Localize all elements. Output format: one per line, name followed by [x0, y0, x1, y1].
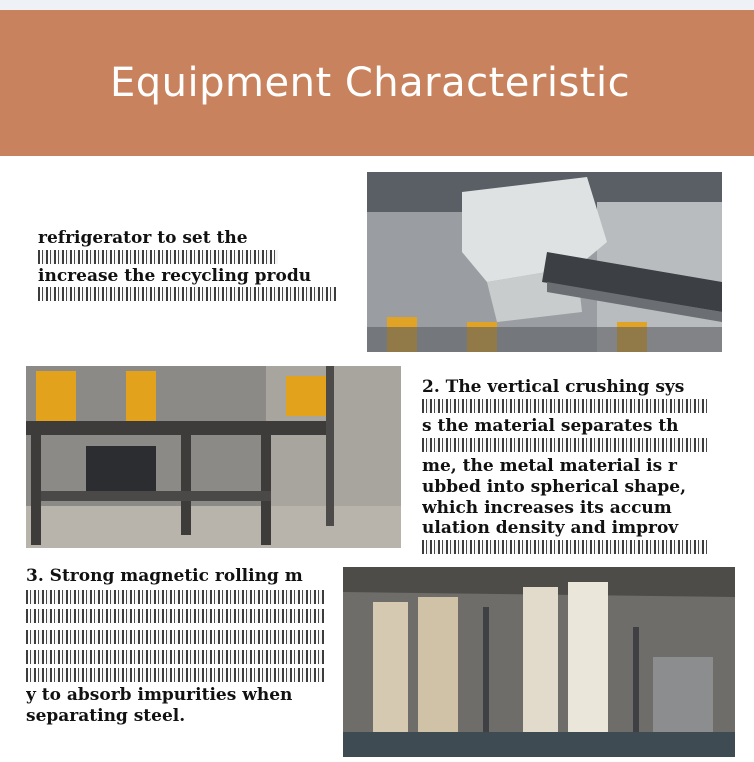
text-block-2-line-5: me, the metal material is r — [422, 456, 678, 476]
text-block-2-smeared-line — [422, 438, 707, 452]
text-block-1-line-1: refrigerator to set the — [38, 228, 248, 248]
text-block-3-line-7: y to absorb impurities when — [26, 685, 293, 705]
dust-collector-photo — [343, 567, 735, 757]
top-strip — [0, 0, 754, 10]
text-block-3-smeared-line — [26, 609, 326, 623]
text-block-2-line-7: which increases its accum — [422, 498, 672, 518]
text-block-2-line-6: ubbed into spherical shape, — [422, 477, 687, 497]
banner-title: Equipment Characteristic — [110, 60, 631, 106]
text-block-1-line-3: increase the recycling produ — [38, 266, 312, 286]
text-block-2-line-3: s the material separates th — [422, 416, 679, 436]
text-block-2-smeared-line — [422, 540, 707, 554]
text-block-3-smeared-line — [26, 668, 326, 682]
crusher-conveyor-photo — [367, 172, 722, 352]
text-block-3-smeared-line — [26, 650, 326, 664]
text-block-3-line-8: separating steel. — [26, 706, 186, 726]
text-block-1-smeared-line — [38, 287, 338, 301]
crushing-machine-photo — [26, 366, 401, 548]
text-block-3-line-1: 3. Strong magnetic rolling m — [26, 566, 303, 586]
text-block-3-smeared-line — [26, 590, 326, 604]
text-block-2-smeared-line — [422, 399, 707, 413]
text-block-2-line-1: 2. The vertical crushing sys — [422, 377, 685, 397]
text-block-1-smeared-line — [38, 250, 278, 264]
text-block-3-smeared-line — [26, 630, 326, 644]
text-block-2-line-8: ulation density and improv — [422, 518, 679, 538]
header-banner — [0, 10, 754, 156]
